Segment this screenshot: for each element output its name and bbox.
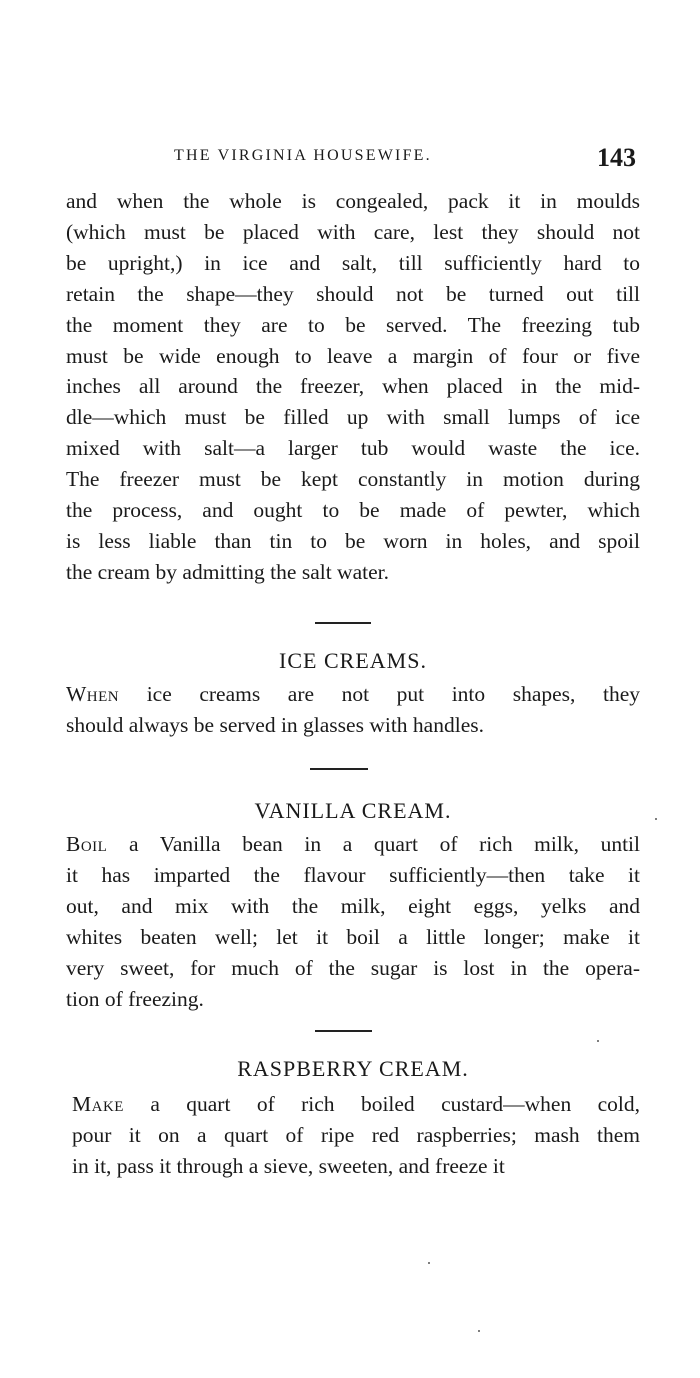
text-line: whites beaten well; let it boil a little longer; make it xyxy=(66,924,640,949)
section-heading-raspberry-cream: RASPBERRY CREAM. xyxy=(237,1056,469,1081)
text-line: must be wide enough to leave a margin of four or five xyxy=(66,343,640,368)
text-line: the cream by admitting the salt water. xyxy=(66,559,389,584)
section-heading-vanilla-cream: VANILLA CREAM. xyxy=(254,798,452,823)
text-line: in it, pass it through a sieve, sweeten, and freeze it xyxy=(72,1153,505,1178)
lead-word: Boil xyxy=(66,832,108,856)
recipe-raspberry-cream xyxy=(72,1089,640,1182)
text-line: The freezer must be kept constantly in motion during xyxy=(66,467,640,492)
text-line: Make a quart of rich boiled custard—when cold, xyxy=(72,1092,640,1116)
text-line: very sweet, for much of the sugar is lost in the opera- xyxy=(66,955,640,980)
text-line: should always be served in glasses with handles. xyxy=(66,712,484,737)
text-line: When ice creams are not put into shapes, they xyxy=(66,682,640,706)
section-divider xyxy=(315,622,371,624)
print-speck xyxy=(478,1330,480,1332)
text-line: out, and mix with the milk, eight eggs, yelks and xyxy=(66,893,640,918)
section-divider xyxy=(310,768,368,770)
text-line: inches all around the freezer, when placed in the mid- xyxy=(66,374,640,399)
print-speck xyxy=(655,818,657,820)
recipe-vanilla-cream xyxy=(66,829,640,1014)
text-line: and when the whole is congealed, pack it in moulds xyxy=(66,189,640,213)
text-line: mixed with salt—a larger tub would waste the ice. xyxy=(66,436,640,461)
recipe-ice-creams xyxy=(66,679,640,741)
print-speck xyxy=(428,1262,430,1264)
text-line: tion of freezing. xyxy=(66,986,204,1011)
text-line: (which must be placed with care, lest they should not xyxy=(66,219,640,244)
text-line: it has imparted the flavour sufficiently—then take it xyxy=(66,862,640,887)
text-line: the moment they are to be served. The freezing tub xyxy=(66,312,640,337)
text-line: retain the shape—they should not be turned out till xyxy=(66,281,640,306)
text-line: pour it on a quart of ripe red raspberries; mash them xyxy=(72,1122,640,1147)
running-title: THE VIRGINIA HOUSEWIFE. xyxy=(174,147,432,164)
section-heading-ice-creams: ICE CREAMS. xyxy=(279,648,427,673)
lead-word: When xyxy=(66,682,120,706)
section-divider xyxy=(315,1030,372,1032)
lead-word: Make xyxy=(72,1092,124,1116)
text-line: Boil a Vanilla bean in a quart of rich milk, until xyxy=(66,832,640,856)
text-line: be upright,) in ice and salt, till sufficiently hard to xyxy=(66,250,640,275)
text-line: the process, and ought to be made of pewter, which xyxy=(66,498,640,523)
running-head xyxy=(66,143,640,179)
text-line: dle—which must be filled up with small lumps of ice xyxy=(66,405,640,430)
text-line: is less liable than tin to be worn in holes, and spoil xyxy=(66,528,640,553)
continuation-paragraph xyxy=(66,186,640,588)
page-number: 143 xyxy=(597,143,636,172)
print-speck xyxy=(597,1040,599,1042)
